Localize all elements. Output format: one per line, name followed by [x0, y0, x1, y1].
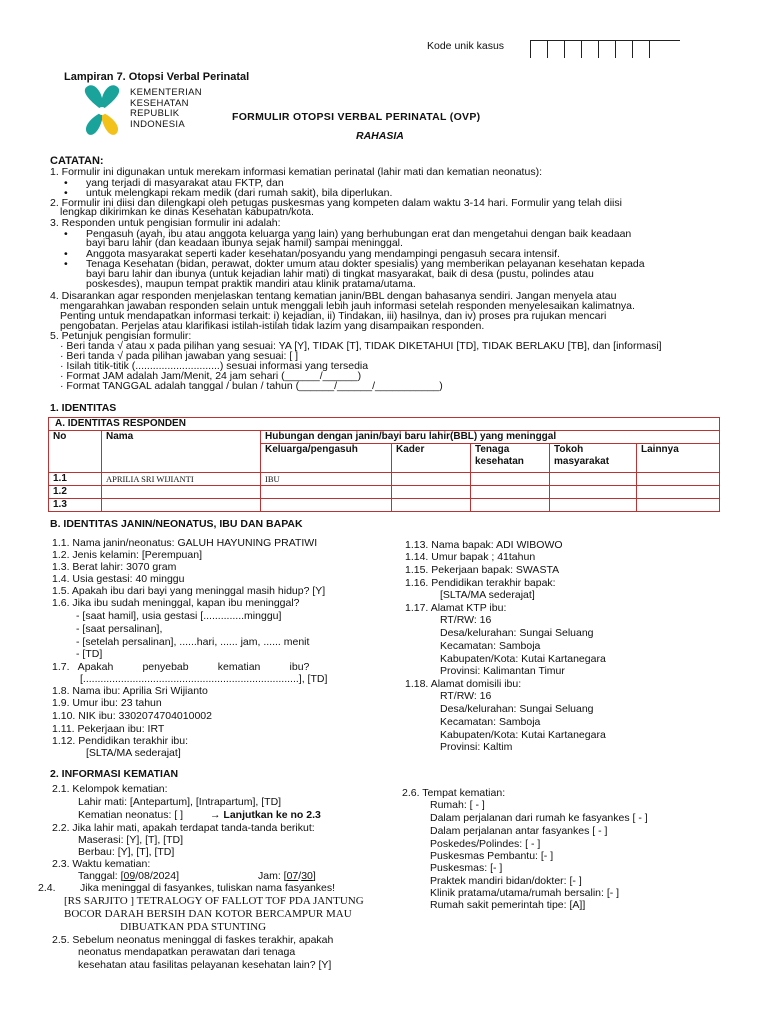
col-tenaga: Tenaga kesehatan [471, 444, 550, 473]
janin-section-title: B. IDENTITAS JANIN/NEONATUS, IBU DAN BAPAK [50, 518, 303, 530]
row-nama[interactable] [102, 486, 261, 499]
catatan-line: yang terjadi di masyarakat atau FKTP, dan [86, 177, 284, 189]
logo-line: REPUBLIK [130, 108, 180, 119]
option-saat-hamil: - [saat hamil], usia gestasi [..............minggu] [76, 610, 282, 622]
kode-box[interactable] [598, 41, 615, 58]
domisili-kecamatan: Kecamatan: Samboja [440, 716, 541, 728]
field-nama-ibu: 1.8. Nama ibu: Aprilia Sri Wijianto [52, 685, 208, 697]
domisili-kabupaten: Kabupaten/Kota: Kutai Kartanegara [440, 729, 606, 741]
jam-suffix: ] [312, 870, 316, 882]
tanggal-prefix: Tanggal: [ [78, 870, 124, 882]
catatan-line: bayi baru lahir (dan keadaan ibunya sejak hamil) sampai meninggal. [86, 237, 403, 249]
row-keluarga[interactable] [261, 486, 392, 499]
field-num-2-4: 2.4. [38, 882, 56, 894]
catatan-line: 2. Formulir ini diisi dan dilengkapi oleh petugas puskesmas yang kompeten dalam waktu 3-14 hari. Formulir yang telah diisi [50, 197, 622, 209]
catatan-line: pengobatan. Perjelas atau klarifikasi istilah-istilah tidak lazim yang disampaikan responden. [60, 320, 485, 332]
option-poskedes: Poskedes/Polindes: [ - ] [430, 838, 541, 850]
field-penyebab-isian: [..........................................................................], [TD] [80, 673, 328, 685]
col-tokoh: Tokoh masyarakat [550, 444, 637, 473]
lampiran-title: Lampiran 7. Otopsi Verbal Perinatal [64, 71, 250, 83]
logo-line: KEMENTERIAN [130, 87, 202, 98]
kode-box[interactable] [547, 41, 564, 58]
jam-minute: 30 [301, 870, 313, 882]
field-nama-janin: 1.1. Nama janin/neonatus: GALUH HAYUNING PRATIWI [52, 537, 318, 549]
field-penyebab-kematian-ibu: 1.7. Apakah penyebab kematian ibu? [52, 661, 310, 673]
responden-table [48, 417, 720, 512]
kode-box[interactable] [649, 41, 680, 58]
jam-sep: / [298, 870, 302, 882]
field-waktu-kematian: 2.3. Waktu kematian: [52, 858, 151, 870]
option-puskesmas: Puskesmas: [- ] [430, 862, 503, 874]
kode-box[interactable] [564, 41, 581, 58]
col-lainnya: Lainnya [637, 444, 720, 473]
col-hubungan: Hubungan dengan janin/bayi baru lahir(BBL) yang meninggal [261, 431, 720, 444]
catatan-line: Tenaga Kesehatan (bidan, perawat, dokter umum atau dokter spesialis) yang memberikan pelayanan kesehatan kepada [86, 258, 645, 270]
fasyankes-answer-line: BOCOR DARAH BERSIH DAN KOTOR BERCAMPUR MAU [64, 908, 352, 920]
bullet-icon: • [64, 187, 68, 199]
catatan-line: Penting untuk mendapatkan informasi terkait: i) kejadian, ii) Tindakan, iii) hasilnya, dan iv) proses pra rujukan mencari [60, 310, 607, 322]
table-row [49, 473, 720, 486]
row-kader[interactable] [392, 499, 471, 512]
catatan-line: 4. Disarankan agar responden menjelaskan tentang kematian janin/BBL dengan bahasanya sendiri. Jangan menyela atau [50, 290, 617, 302]
catatan-line: · Beri tanda √ atau x pada pilihan yang sesuai: YA [Y], TIDAK [T], TIDAK DIKETAHUI [TD], TIDAK BERLAKU [TB], dan [informasi] [60, 340, 662, 352]
field-tanda-lahir-mati: 2.2. Jika lahir mati, apakah terdapat tanda-tanda berikut: [52, 822, 315, 834]
value-pendidikan-bapak: [SLTA/MA sederajat] [440, 589, 535, 601]
row-lainnya[interactable] [637, 499, 720, 512]
jam-prefix: Jam: [ [258, 870, 287, 882]
catatan-line: 1. Formulir ini digunakan untuk merekam informasi kematian perinatal (lahir mati dan kematian neonatus): [50, 166, 542, 178]
table-title-row [49, 418, 720, 431]
row-nama[interactable] [102, 499, 261, 512]
col-no: No [49, 431, 102, 473]
row-nama[interactable]: APRILIA SRI WIJIANTI [102, 473, 261, 486]
kode-unik-label: Kode unik kasus [427, 40, 505, 52]
catatan-line: mengarahkan jawaban responden selain untuk menggali lebih jauh informasi setelah responden menyelesaikan kalimatnya. [60, 300, 635, 312]
ktp-kabupaten: Kabupaten/Kota: Kutai Kartanegara [440, 653, 606, 665]
option-lahir-mati: Lahir mati: [Antepartum], [Intrapartum], [TD] [78, 796, 282, 808]
table-row [49, 499, 720, 512]
option-kematian-neonatus: Kematian neonatus: [ ] [78, 809, 184, 821]
option-praktek-mandiri: Praktek mandiri bidan/dokter: [- ] [430, 875, 582, 887]
field-umur-ibu: 1.9. Umur ibu: 23 tahun [52, 697, 162, 709]
domisili-desa: Desa/kelurahan: Sungai Seluang [440, 703, 594, 715]
option-pustu: Puskesmas Pembantu: [- ] [430, 850, 554, 862]
logo-line: KESEHATAN [130, 97, 189, 109]
row-kader[interactable] [392, 486, 471, 499]
option-rumah: Rumah: [ - ] [430, 799, 485, 811]
field-pekerjaan-bapak: 1.15. Pekerjaan bapak: SWASTA [405, 564, 560, 576]
row-lainnya[interactable] [637, 486, 720, 499]
col-keluarga: Keluarga/pengasuh [261, 444, 392, 473]
row-lainnya[interactable] [637, 473, 720, 486]
option-saat-persalinan: - [saat persalinan], [76, 623, 163, 635]
row-tokoh[interactable] [550, 486, 637, 499]
catatan-line: 5. Petunjuk pengisian formulir: [50, 330, 192, 342]
row-no: 1.2 [49, 486, 102, 499]
option-berbau: Berbau: [Y], [T], [TD] [78, 846, 175, 858]
catatan-line: untuk melengkapi rekam medik (dari rumah sakit), bila diperlukan. [86, 187, 393, 199]
bullet-icon: • [64, 248, 68, 260]
domisili-rtrw: RT/RW: 16 [440, 690, 492, 702]
field-nik-ibu: 1.10. NIK ibu: 3302074704010002 [52, 710, 212, 722]
catatan-line: poskesdes), maupun tempat praktik mandiri atau klinik pratama/utama. [86, 278, 416, 290]
catatan-line: 3. Responden untuk pengisian formulir ini adalah: [50, 217, 281, 229]
catatan-line: · Isilah titik-titik (.............................) sesuai informasi yang tersedia [60, 360, 369, 372]
row-tenaga[interactable] [471, 473, 550, 486]
field-nama-fasyankes: Jika meninggal di fasyankes, tuliskan nama fasyankes! [80, 882, 336, 894]
option-setelah-persalinan: - [setelah persalinan], ......hari, ...... jam, ...... menit [76, 636, 310, 648]
field-tempat-kematian: 2.6. Tempat kematian: [402, 787, 506, 799]
row-tokoh[interactable] [550, 499, 637, 512]
field-alamat-ktp: 1.17. Alamat KTP ibu: [405, 602, 507, 614]
row-kader[interactable] [392, 473, 471, 486]
table-row [49, 486, 720, 499]
field-kelompok-kematian: 2.1. Kelompok kematian: [52, 783, 168, 795]
table-header-row [49, 431, 720, 444]
catatan-line: · Format JAM adalah Jam/Menit, 24 jam sehari (______/______) [60, 370, 362, 382]
tanggal-rest: /08/2024] [135, 870, 180, 882]
col-kader: Kader [392, 444, 471, 473]
value-pendidikan-ibu: [SLTA/MA sederajat] [86, 747, 181, 759]
option-rumah-sakit: Rumah sakit pemerintah tipe: [A]] [430, 899, 586, 911]
logo-wordmark [130, 88, 202, 130]
kematian-section-title: 2. INFORMASI KEMATIAN [50, 768, 179, 780]
rahasia-label: RAHASIA [356, 130, 404, 142]
row-tenaga[interactable] [471, 499, 550, 512]
field-pendidikan-bapak: 1.16. Pendidikan terakhir bapak: [405, 577, 556, 589]
jam-hour: 07 [286, 870, 299, 882]
row-keluarga[interactable] [261, 499, 392, 512]
bullet-icon: • [64, 258, 68, 270]
kode-box[interactable] [530, 41, 547, 58]
field-jam-kematian [258, 870, 316, 882]
row-tokoh[interactable] [550, 473, 637, 486]
option-td: - [TD] [76, 648, 103, 660]
catatan-line: Anggota masyarakat seperti kader kesehatan/posyandu yang mendampingi pengasuh secara intensif. [86, 248, 560, 260]
field-berat-lahir: 1.3. Berat lahir: 3070 gram [52, 561, 177, 573]
field-ibu-meninggal: 1.6. Jika ibu sudah meninggal, kapan ibu meninggal? [52, 597, 300, 609]
domisili-provinsi: Provinsi: Kaltim [440, 741, 513, 753]
ktp-kecamatan: Kecamatan: Samboja [440, 640, 541, 652]
ktp-desa: Desa/kelurahan: Sungai Seluang [440, 627, 594, 639]
kode-box[interactable] [581, 41, 598, 58]
option-maserasi: Maserasi: [Y], [T], [TD] [78, 834, 184, 846]
field-pekerjaan-ibu: 1.11. Pekerjaan ibu: IRT [52, 723, 165, 735]
bullet-icon: • [64, 228, 68, 240]
row-no: 1.1 [49, 473, 102, 486]
logo-line: INDONESIA [130, 118, 185, 130]
fasyankes-answer-line: DIBUATKAN PDA STUNTING [120, 921, 267, 933]
field-perawatan-sebelum-cont: neonatus mendapatkan perawatan dari tenaga [78, 946, 296, 958]
identitas-section-title: 1. IDENTITAS [50, 402, 117, 414]
field-alamat-domisili: 1.18. Alamat domisili ibu: [405, 678, 522, 690]
field-perawatan-sebelum-cont: kesehatan atau fasilitas pelayanan kesehatan lain? [Y] [78, 959, 332, 971]
catatan-line: lengkap dikirimkan ke dinas Kesehatan kabupatn/kota. [60, 206, 314, 218]
kemenkes-logo-icon [78, 82, 126, 138]
field-umur-bapak: 1.14. Umur bapak ; 41tahun [405, 551, 536, 563]
lanjutkan-note: → Lanjutkan ke no 2.3 [210, 809, 321, 821]
field-ibu-hidup: 1.5. Apakah ibu dari bayi yang meninggal masih hidup? [Y] [52, 585, 326, 597]
kode-box[interactable] [632, 41, 649, 58]
kode-box[interactable] [615, 41, 632, 58]
tanggal-day: 09 [123, 870, 136, 882]
ktp-provinsi: Provinsi: Kalimantan Timur [440, 665, 565, 677]
row-tenaga[interactable] [471, 486, 550, 499]
row-keluarga[interactable]: IBU [261, 473, 392, 486]
bullet-icon: • [64, 177, 68, 189]
catatan-title: CATATAN: [50, 155, 104, 167]
option-klinik: Klinik pratama/utama/rumah bersalin: [- ] [430, 887, 620, 899]
option-perjalanan-rumah: Dalam perjalanan dari rumah ke fasyankes [ - ] [430, 812, 648, 824]
form-title: FORMULIR OTOPSI VERBAL PERINATAL (OVP) [232, 111, 481, 123]
catatan-line: · Format TANGGAL adalah tanggal / bulan / tahun (______/______/___________) [60, 380, 443, 392]
field-usia-gestasi: 1.4. Usia gestasi: 40 minggu [52, 573, 185, 585]
col-nama: Nama [102, 431, 261, 473]
fasyankes-answer-line: [RS SARJITO ] TETRALOGY OF FALLOT TOF PDA JANTUNG [64, 895, 364, 907]
option-perjalanan-antar: Dalam perjalanan antar fasyankes [ - ] [430, 825, 608, 837]
catatan-line: bayi baru lahir dan ibunya (untuk kejadian lahir mati) di tingkat masyarakat, baik di desa (pustu, polindes atau [86, 268, 594, 280]
row-no: 1.3 [49, 499, 102, 512]
table-title: A. IDENTITAS RESPONDEN [49, 418, 720, 431]
field-pendidikan-ibu: 1.12. Pendidikan terakhir ibu: [52, 735, 189, 747]
field-tanggal-kematian [78, 870, 179, 882]
catatan-line: Pengasuh (ayah, ibu atau anggota keluarga yang lain) yang berhubungan erat dan mengetahui dengan baik keadaan [86, 228, 632, 240]
ktp-rtrw: RT/RW: 16 [440, 614, 492, 626]
field-perawatan-sebelum: 2.5. Sebelum neonatus meninggal di faskes terakhir, apakah [52, 934, 334, 946]
kode-unik-input[interactable] [530, 40, 680, 59]
catatan-line: · Beri tanda √ pada pilihan jawaban yang sesuai: [ ] [60, 350, 299, 362]
field-jenis-kelamin: 1.2. Jenis kelamin: [Perempuan] [52, 549, 202, 561]
field-nama-bapak: 1.13. Nama bapak: ADI WIBOWO [405, 539, 563, 551]
